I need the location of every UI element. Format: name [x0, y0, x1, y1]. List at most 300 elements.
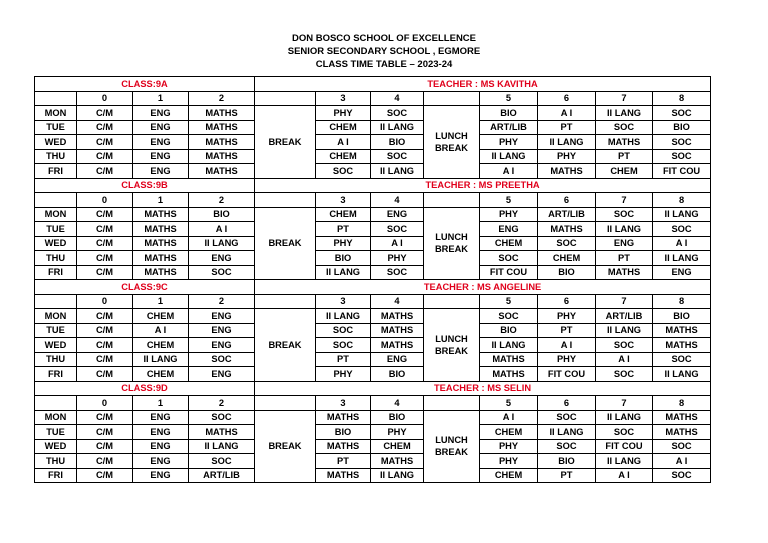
class-title-row: [35, 280, 711, 295]
period-number: 2: [189, 193, 255, 208]
period-cell: BIO: [189, 207, 255, 222]
period-cell: II LANG: [653, 251, 711, 266]
school-subtitle: SENIOR SECONDARY SCHOOL , EGMORE: [287, 46, 481, 57]
period-number: 3: [316, 193, 371, 208]
period-header-row: [35, 396, 711, 411]
lunch-break-cell: [424, 410, 480, 483]
period-cell: CHEM: [480, 468, 538, 483]
lunch-label-line2: BREAK: [434, 142, 469, 153]
period-cell: C/M: [77, 439, 133, 454]
period-cell: II LANG: [371, 120, 424, 135]
period-cell: SOC: [596, 338, 653, 353]
period-cell: BIO: [371, 135, 424, 150]
period-cell: ENG: [133, 425, 189, 440]
period-cell: C/M: [77, 251, 133, 266]
period-number: 4: [371, 396, 424, 411]
period-cell: ENG: [189, 309, 255, 324]
class-title-row: [35, 178, 711, 193]
period-cell: A I: [371, 236, 424, 251]
lunch-break-cell: [424, 309, 480, 382]
period-cell: II LANG: [596, 222, 653, 237]
period-cell: ENG: [189, 367, 255, 382]
break-cell: BREAK: [255, 309, 316, 382]
period-number: 0: [77, 396, 133, 411]
period-cell: ENG: [133, 135, 189, 150]
period-cell: SOC: [653, 352, 711, 367]
period-cell: BIO: [653, 120, 711, 135]
period-cell: MATHS: [371, 309, 424, 324]
period-cell: MATHS: [316, 439, 371, 454]
day-row: [35, 164, 711, 179]
period-number: 6: [538, 294, 596, 309]
day-row: [35, 454, 711, 469]
period-cell: FIT COU: [596, 439, 653, 454]
lunch-label-line1: LUNCH: [435, 435, 468, 446]
period-number: 2: [189, 91, 255, 106]
day-label: WED: [35, 236, 77, 251]
period-cell: MATHS: [133, 251, 189, 266]
period-cell: C/M: [77, 367, 133, 382]
period-cell: ENG: [133, 106, 189, 121]
period-cell: BIO: [653, 309, 711, 324]
day-label: TUE: [35, 425, 77, 440]
period-number: 7: [596, 294, 653, 309]
day-label: FRI: [35, 367, 77, 382]
lunch-break-cell: [424, 207, 480, 280]
period-cell: C/M: [77, 265, 133, 280]
period-cell: PHY: [316, 106, 371, 121]
period-cell: PT: [316, 352, 371, 367]
period-cell: C/M: [77, 410, 133, 425]
teacher-label: TEACHER : MS PREETHA: [255, 178, 711, 193]
break-header-cell: [424, 91, 480, 106]
period-cell: PT: [538, 323, 596, 338]
corner-cell: [35, 193, 77, 208]
period-cell: C/M: [77, 468, 133, 483]
period-cell: II LANG: [316, 265, 371, 280]
period-cell: ENG: [596, 236, 653, 251]
period-cell: II LANG: [538, 425, 596, 440]
period-cell: FIT COU: [480, 265, 538, 280]
period-cell: II LANG: [480, 149, 538, 164]
teacher-label: TEACHER : MS KAVITHA: [255, 77, 711, 92]
period-number: 1: [133, 396, 189, 411]
day-row: [35, 410, 711, 425]
day-row: [35, 120, 711, 135]
period-cell: ART/LIB: [480, 120, 538, 135]
period-cell: SOC: [596, 367, 653, 382]
period-cell: BIO: [538, 265, 596, 280]
period-cell: MATHS: [189, 164, 255, 179]
period-cell: MATHS: [538, 222, 596, 237]
day-row: [35, 222, 711, 237]
lunch-label-line1: LUNCH: [435, 333, 468, 344]
day-row: [35, 468, 711, 483]
period-cell: CHEM: [133, 338, 189, 353]
day-label: THU: [35, 352, 77, 367]
period-cell: PT: [316, 222, 371, 237]
period-cell: BIO: [371, 410, 424, 425]
timetable: [34, 76, 711, 483]
period-number: 8: [653, 193, 711, 208]
teacher-label: TEACHER : MS ANGELINE: [255, 280, 711, 295]
period-cell: SOC: [189, 265, 255, 280]
break-cell: BREAK: [255, 106, 316, 179]
period-cell: C/M: [77, 236, 133, 251]
break-cell: BREAK: [255, 207, 316, 280]
period-number: 1: [133, 91, 189, 106]
period-cell: ENG: [189, 338, 255, 353]
period-cell: SOC: [596, 120, 653, 135]
day-row: [35, 367, 711, 382]
period-cell: MATHS: [371, 323, 424, 338]
period-cell: SOC: [316, 323, 371, 338]
period-number: 6: [538, 193, 596, 208]
period-cell: BIO: [480, 106, 538, 121]
day-row: [35, 135, 711, 150]
school-name: DON BOSCO SCHOOL OF EXCELLENCE: [291, 33, 477, 44]
period-cell: SOC: [538, 410, 596, 425]
period-cell: ENG: [133, 149, 189, 164]
period-cell: C/M: [77, 352, 133, 367]
day-label: MON: [35, 106, 77, 121]
period-cell: ENG: [133, 410, 189, 425]
day-row: [35, 439, 711, 454]
break-header-cell: [424, 193, 480, 208]
period-cell: ART/LIB: [538, 207, 596, 222]
period-cell: PT: [316, 454, 371, 469]
period-cell: A I: [538, 106, 596, 121]
period-cell: CHEM: [371, 439, 424, 454]
period-cell: ENG: [371, 352, 424, 367]
period-cell: MATHS: [371, 454, 424, 469]
period-header-row: [35, 91, 711, 106]
period-cell: SOC: [189, 410, 255, 425]
period-cell: ART/LIB: [189, 468, 255, 483]
period-cell: CHEM: [480, 236, 538, 251]
period-number: 2: [189, 294, 255, 309]
period-cell: PHY: [316, 367, 371, 382]
period-number: 4: [371, 193, 424, 208]
period-cell: ENG: [189, 323, 255, 338]
period-cell: II LANG: [596, 106, 653, 121]
day-label: WED: [35, 439, 77, 454]
day-row: [35, 236, 711, 251]
period-number: 0: [77, 193, 133, 208]
day-label: THU: [35, 251, 77, 266]
period-cell: SOC: [538, 236, 596, 251]
period-cell: ENG: [653, 265, 711, 280]
period-cell: BIO: [371, 367, 424, 382]
break-cell: BREAK: [255, 410, 316, 483]
period-number: 3: [316, 91, 371, 106]
break-header-cell: [255, 91, 316, 106]
day-label: WED: [35, 135, 77, 150]
period-cell: C/M: [77, 149, 133, 164]
period-cell: SOC: [653, 468, 711, 483]
day-label: WED: [35, 338, 77, 353]
period-cell: C/M: [77, 120, 133, 135]
lunch-label-line2: BREAK: [434, 345, 469, 356]
class-label: CLASS:9B: [35, 178, 255, 193]
period-number: 7: [596, 193, 653, 208]
period-cell: SOC: [189, 352, 255, 367]
period-cell: MATHS: [538, 164, 596, 179]
period-cell: II LANG: [371, 164, 424, 179]
period-cell: MATHS: [371, 338, 424, 353]
period-cell: A I: [538, 338, 596, 353]
period-cell: MATHS: [653, 323, 711, 338]
day-label: THU: [35, 454, 77, 469]
day-row: [35, 265, 711, 280]
period-cell: ENG: [189, 251, 255, 266]
day-label: FRI: [35, 265, 77, 280]
period-cell: ART/LIB: [596, 309, 653, 324]
period-cell: II LANG: [133, 352, 189, 367]
day-label: THU: [35, 149, 77, 164]
day-label: FRI: [35, 468, 77, 483]
period-cell: SOC: [371, 106, 424, 121]
period-number: 6: [538, 396, 596, 411]
corner-cell: [35, 396, 77, 411]
period-cell: SOC: [653, 149, 711, 164]
period-cell: PT: [538, 120, 596, 135]
period-number: 7: [596, 91, 653, 106]
day-label: MON: [35, 309, 77, 324]
period-cell: MATHS: [133, 265, 189, 280]
timetable-title: CLASS TIME TABLE – 2023-24: [315, 59, 453, 70]
period-number: 5: [480, 91, 538, 106]
break-header-cell: [255, 396, 316, 411]
period-cell: CHEM: [596, 164, 653, 179]
period-cell: A I: [480, 410, 538, 425]
period-cell: SOC: [653, 439, 711, 454]
period-number: 6: [538, 91, 596, 106]
period-cell: CHEM: [316, 120, 371, 135]
period-cell: FIT COU: [653, 164, 711, 179]
period-cell: BIO: [316, 425, 371, 440]
period-cell: FIT COU: [538, 367, 596, 382]
day-label: MON: [35, 207, 77, 222]
period-cell: PHY: [538, 309, 596, 324]
period-cell: SOC: [596, 207, 653, 222]
day-label: MON: [35, 410, 77, 425]
lunch-label-line2: BREAK: [434, 244, 469, 255]
period-cell: A I: [596, 468, 653, 483]
period-cell: PT: [538, 468, 596, 483]
period-number: 4: [371, 294, 424, 309]
period-number: 0: [77, 294, 133, 309]
period-number: 1: [133, 193, 189, 208]
period-number: 4: [371, 91, 424, 106]
period-cell: A I: [133, 323, 189, 338]
period-cell: ENG: [371, 207, 424, 222]
period-cell: PT: [596, 251, 653, 266]
period-cell: C/M: [77, 338, 133, 353]
period-number: 7: [596, 396, 653, 411]
period-cell: II LANG: [480, 338, 538, 353]
period-cell: C/M: [77, 164, 133, 179]
period-number: 1: [133, 294, 189, 309]
period-cell: MATHS: [653, 425, 711, 440]
period-number: 3: [316, 294, 371, 309]
period-number: 8: [653, 294, 711, 309]
period-cell: II LANG: [653, 207, 711, 222]
period-cell: CHEM: [316, 207, 371, 222]
period-cell: MATHS: [596, 135, 653, 150]
period-cell: CHEM: [316, 149, 371, 164]
period-cell: A I: [189, 222, 255, 237]
period-cell: MATHS: [480, 352, 538, 367]
period-cell: A I: [316, 135, 371, 150]
period-cell: C/M: [77, 135, 133, 150]
period-header-row: [35, 294, 711, 309]
period-cell: PHY: [538, 352, 596, 367]
period-cell: II LANG: [371, 468, 424, 483]
period-cell: C/M: [77, 222, 133, 237]
period-cell: ENG: [133, 439, 189, 454]
period-cell: C/M: [77, 425, 133, 440]
period-cell: PHY: [371, 425, 424, 440]
period-cell: PHY: [538, 149, 596, 164]
day-row: [35, 149, 711, 164]
period-cell: BIO: [480, 323, 538, 338]
period-cell: CHEM: [480, 425, 538, 440]
day-row: [35, 323, 711, 338]
period-cell: MATHS: [133, 207, 189, 222]
period-cell: II LANG: [538, 135, 596, 150]
period-cell: MATHS: [189, 106, 255, 121]
class-title-row: [35, 381, 711, 396]
period-cell: SOC: [316, 338, 371, 353]
period-cell: A I: [480, 164, 538, 179]
period-cell: MATHS: [189, 425, 255, 440]
period-cell: A I: [653, 236, 711, 251]
lunch-label-line1: LUNCH: [435, 232, 468, 243]
period-cell: C/M: [77, 309, 133, 324]
period-cell: SOC: [538, 439, 596, 454]
class-label: CLASS:9C: [35, 280, 255, 295]
period-cell: SOC: [371, 265, 424, 280]
period-cell: ENG: [133, 120, 189, 135]
day-row: [35, 352, 711, 367]
period-cell: SOC: [653, 222, 711, 237]
class-title-row: [35, 77, 711, 92]
period-cell: II LANG: [189, 236, 255, 251]
break-header-cell: [255, 193, 316, 208]
break-header-cell: [424, 294, 480, 309]
period-cell: SOC: [189, 454, 255, 469]
period-number: 8: [653, 91, 711, 106]
period-cell: MATHS: [653, 410, 711, 425]
period-cell: CHEM: [133, 367, 189, 382]
period-cell: MATHS: [480, 367, 538, 382]
period-cell: SOC: [371, 149, 424, 164]
period-cell: MATHS: [133, 222, 189, 237]
period-cell: SOC: [371, 222, 424, 237]
day-label: TUE: [35, 323, 77, 338]
period-cell: C/M: [77, 454, 133, 469]
period-cell: PT: [596, 149, 653, 164]
period-cell: SOC: [596, 425, 653, 440]
period-cell: SOC: [480, 251, 538, 266]
period-cell: A I: [596, 352, 653, 367]
corner-cell: [35, 294, 77, 309]
period-cell: SOC: [316, 164, 371, 179]
period-number: 0: [77, 91, 133, 106]
day-label: TUE: [35, 222, 77, 237]
day-row: [35, 338, 711, 353]
break-header-cell: [424, 396, 480, 411]
day-row: [35, 251, 711, 266]
period-cell: II LANG: [189, 439, 255, 454]
period-number: 5: [480, 193, 538, 208]
corner-cell: [35, 91, 77, 106]
period-cell: A I: [653, 454, 711, 469]
period-cell: PHY: [480, 207, 538, 222]
period-cell: II LANG: [596, 323, 653, 338]
day-label: FRI: [35, 164, 77, 179]
period-cell: ENG: [133, 454, 189, 469]
lunch-label-line2: BREAK: [434, 447, 469, 458]
lunch-break-cell: [424, 106, 480, 179]
lunch-label-line1: LUNCH: [435, 130, 468, 141]
period-cell: MATHS: [316, 410, 371, 425]
period-cell: MATHS: [316, 468, 371, 483]
period-cell: MATHS: [189, 135, 255, 150]
day-row: [35, 425, 711, 440]
period-cell: PHY: [316, 236, 371, 251]
period-cell: PHY: [371, 251, 424, 266]
period-cell: II LANG: [596, 410, 653, 425]
period-cell: C/M: [77, 106, 133, 121]
day-label: TUE: [35, 120, 77, 135]
period-number: 8: [653, 396, 711, 411]
period-cell: SOC: [480, 309, 538, 324]
period-cell: II LANG: [653, 367, 711, 382]
teacher-label: TEACHER : MS SELIN: [255, 381, 711, 396]
class-label: CLASS:9D: [35, 381, 255, 396]
period-cell: ENG: [480, 222, 538, 237]
period-cell: MATHS: [189, 120, 255, 135]
period-cell: MATHS: [596, 265, 653, 280]
period-cell: CHEM: [133, 309, 189, 324]
period-cell: MATHS: [133, 236, 189, 251]
period-cell: SOC: [653, 135, 711, 150]
period-cell: MATHS: [653, 338, 711, 353]
period-cell: C/M: [77, 323, 133, 338]
period-cell: II LANG: [596, 454, 653, 469]
break-header-cell: [255, 294, 316, 309]
class-label: CLASS:9A: [35, 77, 255, 92]
period-number: 5: [480, 396, 538, 411]
period-cell: MATHS: [189, 149, 255, 164]
period-header-row: [35, 193, 711, 208]
period-cell: BIO: [316, 251, 371, 266]
day-row: [35, 207, 711, 222]
period-cell: PHY: [480, 454, 538, 469]
period-cell: PHY: [480, 135, 538, 150]
day-row: [35, 106, 711, 121]
period-cell: BIO: [538, 454, 596, 469]
period-cell: PHY: [480, 439, 538, 454]
period-cell: CHEM: [538, 251, 596, 266]
period-number: 3: [316, 396, 371, 411]
period-cell: C/M: [77, 207, 133, 222]
period-number: 5: [480, 294, 538, 309]
period-cell: ENG: [133, 164, 189, 179]
period-cell: SOC: [653, 106, 711, 121]
